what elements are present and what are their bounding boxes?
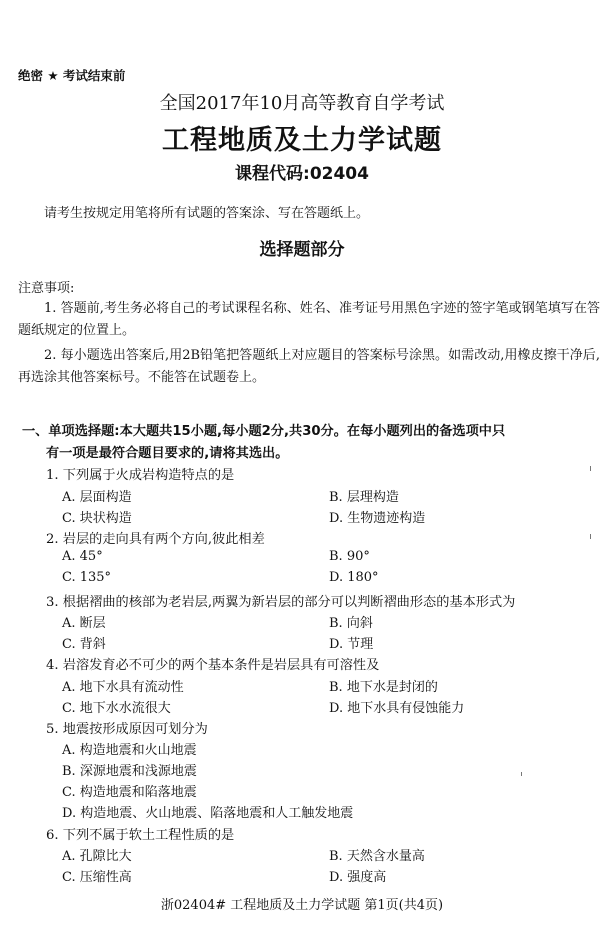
question-2-option-a: A. 45°: [62, 549, 103, 564]
course-code: 课程代码:02404: [235, 164, 369, 184]
question-6-stem: 6. 下列不属于软土工程性质的是: [46, 828, 235, 843]
question-1-option-d: D. 生物遗迹构造: [329, 511, 426, 526]
question-4-option-b: B. 地下水是封闭的: [329, 680, 438, 695]
question-5-stem: 5. 地震按形成原因可划分为: [46, 722, 208, 737]
question-2-option-c: C. 135°: [62, 570, 112, 585]
answer-instruction: 请考生按规定用笔将所有试题的答案涂、写在答题纸上。: [44, 206, 370, 221]
scan-mark: [590, 466, 591, 471]
question-4-option-c: C. 地下水水流很大: [62, 701, 171, 716]
question-2-option-d: D. 180°: [329, 570, 379, 585]
question-4-option-d: D. 地下水具有侵蚀能力: [329, 701, 465, 716]
note-item-1: 1. 答题前,考生务必将自己的考试课程名称、姓名、准考证号用黑色字迹的签字笔或钢笔填写在答题纸规定的位置上。: [18, 301, 600, 338]
question-3-option-b: B. 向斜: [329, 616, 373, 631]
note-item-2: 2. 每小题选出答案后,用2B铅笔把答题纸上对应题目的答案标号涂黑。如需改动,用橡皮擦干净后,再选涂其他答案标号。不能答在试题卷上。: [18, 348, 600, 385]
question-6-option-a: A. 孔隙比大: [62, 849, 132, 864]
question-3-option-d: D. 节理: [329, 637, 374, 652]
question-5-option-a: A. 构造地震和火山地震: [62, 743, 197, 758]
question-4-stem: 4. 岩溶发育必不可少的两个基本条件是岩层具有可溶性及: [46, 658, 380, 673]
part-one-heading-line1: 一、单项选择题:本大题共15小题,每小题2分,共30分。在每小题列出的备选项中只: [22, 424, 506, 439]
question-6-option-d: D. 强度高: [329, 870, 387, 885]
question-5-option-c: C. 构造地震和陷落地震: [62, 785, 197, 800]
question-5-option-b: B. 深源地震和浅源地震: [62, 764, 197, 779]
scan-mark: [590, 534, 591, 539]
question-1-option-a: A. 层面构造: [62, 490, 132, 505]
question-6-option-c: C. 压缩性高: [62, 870, 132, 885]
question-5-option-d: D. 构造地震、火山地震、陷落地震和人工触发地震: [62, 806, 354, 821]
exam-title: 全国2017年10月高等教育自学考试: [159, 93, 445, 114]
question-2-option-b: B. 90°: [329, 549, 370, 564]
question-4-option-a: A. 地下水具有流动性: [62, 680, 184, 695]
question-3-stem: 3. 根据褶曲的核部为老岩层,两翼为新岩层的部分可以判断褶曲形态的基本形式为: [46, 595, 516, 610]
page-footer: 浙02404# 工程地质及土力学试题 第1页(共4页): [160, 898, 444, 913]
section-title: 选择题部分: [259, 240, 345, 260]
notes-title: 注意事项:: [18, 281, 75, 296]
question-1-option-c: C. 块状构造: [62, 511, 132, 526]
question-2-stem: 2. 岩层的走向具有两个方向,彼此相差: [46, 532, 265, 547]
question-3-option-c: C. 背斜: [62, 637, 106, 652]
part-one-heading: [22, 421, 594, 465]
paper-title: 工程地质及土力学试题: [162, 125, 442, 156]
question-6-option-b: B. 天然含水量高: [329, 849, 425, 864]
question-3-option-a: A. 断层: [62, 616, 106, 631]
question-1-option-b: B. 层理构造: [329, 490, 399, 505]
question-1-stem: 1. 下列属于火成岩构造特点的是: [46, 468, 235, 483]
part-one-heading-line2: 有一项是最符合题目要求的,请将其选出。: [46, 446, 289, 461]
scan-mark: [521, 772, 522, 776]
confidential-label: 绝密 ★ 考试结束前: [18, 68, 126, 83]
